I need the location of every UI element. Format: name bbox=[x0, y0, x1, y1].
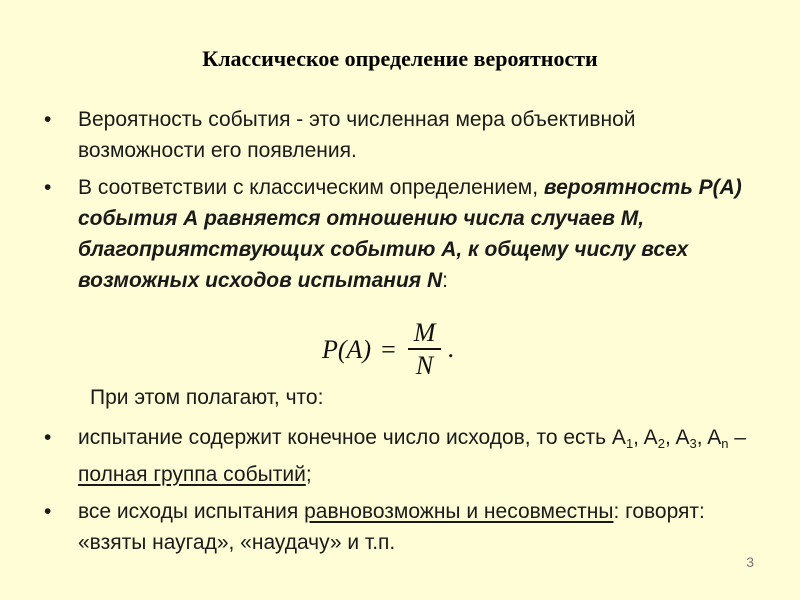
underlined-term-equally-likely: равновозможны и несовместны bbox=[304, 500, 614, 523]
underlined-term-full-group: полная группа событий bbox=[78, 463, 306, 486]
bullet-end-text: : bbox=[442, 269, 448, 292]
formula-equals: = bbox=[381, 335, 396, 364]
bullet-part1: испытание содержит конечное число исходов, то есть A bbox=[78, 426, 626, 449]
probability-formula bbox=[322, 318, 454, 382]
bullet-equally-likely bbox=[40, 496, 760, 558]
subscript-3: 3 bbox=[689, 436, 697, 451]
bullet-part2: , A bbox=[633, 426, 658, 449]
formula-period: . bbox=[447, 334, 454, 363]
bullet-emphasis-text: вероятность P(A) события А равняется отношению числа случаев M, благоприятствующих событию А, к общему числу всех возможных исходов испытания N bbox=[78, 176, 742, 292]
bullet-icon: • bbox=[44, 176, 52, 199]
subscript-1: 1 bbox=[625, 436, 634, 451]
bullet-list-top bbox=[40, 104, 760, 302]
bullet-part2: : говорят: «взяты наугад», «наудачу» и т.п. bbox=[78, 500, 705, 554]
slide-title: Классическое определение вероятности bbox=[202, 46, 598, 71]
formula-numerator: M bbox=[413, 318, 436, 348]
bullet-list-bottom bbox=[40, 422, 760, 564]
assumption-line: При этом полагают, что: bbox=[90, 386, 324, 409]
bullet-definition-measure bbox=[40, 104, 760, 166]
bullet-icon: • bbox=[44, 426, 52, 449]
subscript-n: n bbox=[721, 436, 729, 451]
formula-lhs: P(A) bbox=[322, 335, 372, 364]
bullet-part4: , A bbox=[696, 426, 722, 449]
bullet-text: Вероятность события - это численная мера объективной возможности его появления. bbox=[78, 108, 636, 162]
bullet-finite-outcomes bbox=[40, 422, 760, 490]
subscript-2: 2 bbox=[657, 436, 665, 451]
bullet-intro-text: В соответствии с классическим определением, bbox=[78, 176, 539, 199]
bullet-part3: , A bbox=[664, 426, 690, 449]
bullet-classical-definition bbox=[40, 172, 760, 296]
bullet-end: ; bbox=[305, 463, 312, 486]
formula-denominator: N bbox=[415, 350, 434, 380]
page-number: 3 bbox=[746, 554, 754, 570]
bullet-icon: • bbox=[44, 500, 52, 523]
bullet-part1: все исходы испытания bbox=[78, 500, 305, 523]
bullet-icon: • bbox=[44, 108, 52, 131]
formula-fraction bbox=[408, 318, 442, 382]
bullet-dash: – bbox=[728, 426, 746, 449]
